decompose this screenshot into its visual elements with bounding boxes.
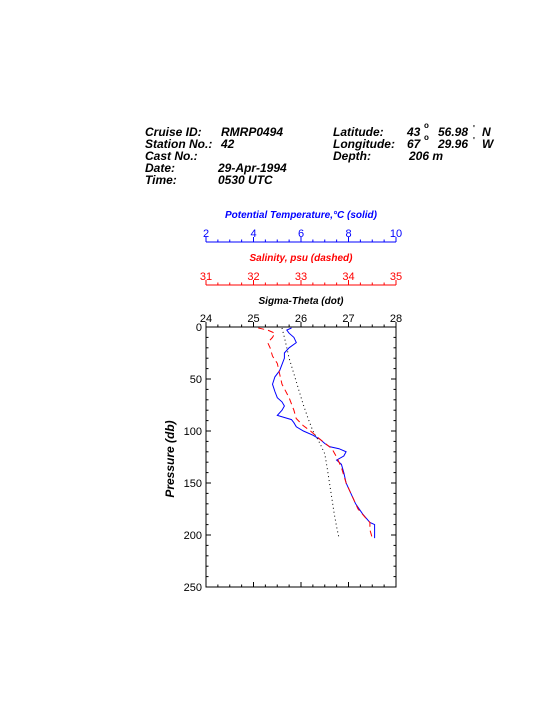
cruise-id-value: RMRP0494: [221, 125, 284, 139]
salinity-tick-label: 31: [199, 271, 213, 283]
longitude-label: Longitude:: [333, 137, 395, 151]
temperature-tick-label: 4: [250, 228, 257, 240]
temperature-tick-label: 2: [202, 228, 210, 240]
salinity-tick-label: 34: [342, 271, 355, 283]
longitude-hemisphere: W: [482, 137, 494, 151]
sigma-tick-label: 24: [199, 313, 213, 325]
temperature-tick-label: 10: [389, 228, 403, 240]
sigma-axis-label: Sigma-Theta (dot): [258, 296, 344, 307]
temperature-axis-label: Potential Temperature,°C (solid): [225, 210, 377, 221]
time-label: Time:: [145, 173, 177, 187]
temperature-tick-label: 6: [297, 228, 305, 240]
cruise-id-label: Cruise ID:: [145, 125, 202, 139]
latitude-degrees: 43: [407, 125, 421, 139]
salinity-profile-line: [258, 328, 372, 538]
salinity-tick-label: 35: [389, 271, 403, 283]
pressure-tick-label: 100: [183, 426, 202, 438]
temperature-tick-label: 8: [345, 228, 352, 240]
pressure-tick-label: 250: [183, 582, 202, 594]
sigma-tick-label: 26: [294, 313, 308, 325]
latitude-hemisphere: N: [482, 125, 491, 139]
pressure-tick-label: 200: [183, 530, 202, 542]
longitude-minutes: 29.96: [438, 137, 469, 151]
sigma-tick-label: 25: [247, 313, 260, 325]
depth-label: Depth:: [333, 149, 371, 163]
date-value: 29-Apr-1994: [218, 161, 287, 175]
latitude-minutes: 56.98: [438, 125, 469, 139]
latitude-minute-symbol: ': [473, 124, 475, 133]
station-no-label: Station No.:: [145, 137, 213, 151]
plot-frame: [206, 327, 396, 587]
pressure-axis-label: Pressure (db): [163, 420, 177, 498]
station-no-value: 42: [221, 137, 235, 151]
sigma-tick-label: 28: [389, 313, 403, 325]
date-label: Date:: [145, 161, 176, 175]
time-value: 0530 UTC: [218, 173, 273, 187]
salinity-axis-label: Salinity, psu (dashed): [249, 253, 353, 264]
cast-no-label: Cast No.:: [145, 149, 198, 163]
latitude-degree-symbol: o: [424, 121, 429, 130]
temperature-profile-line: [273, 328, 375, 538]
longitude-degree-symbol: o: [424, 133, 429, 142]
depth-value: 206 m: [409, 149, 444, 163]
latitude-label: Latitude:: [333, 125, 384, 139]
pressure-tick-label: 0: [195, 322, 202, 334]
longitude-degrees: 67: [407, 137, 421, 151]
pressure-tick-label: 50: [189, 374, 202, 386]
salinity-tick-label: 32: [247, 271, 260, 283]
pressure-tick-label: 150: [183, 478, 202, 490]
longitude-minute-symbol: ': [473, 136, 475, 145]
salinity-tick-label: 33: [294, 271, 308, 283]
sigma-profile-line: [282, 328, 339, 538]
sigma-tick-label: 27: [342, 313, 355, 325]
